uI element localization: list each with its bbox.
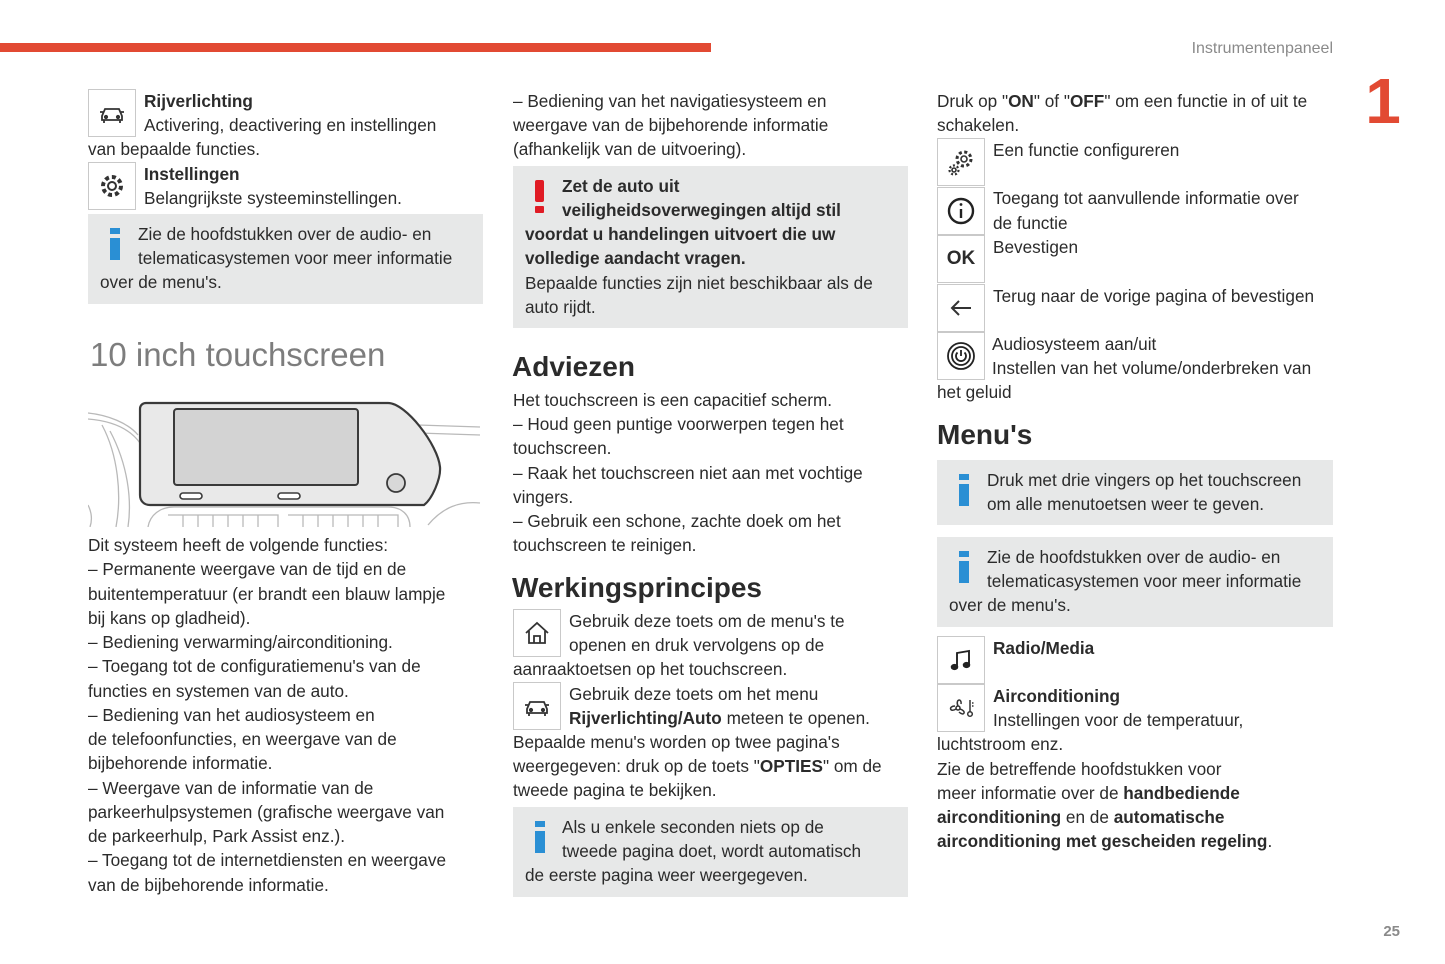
note-text-1: Als u enkele seconden niets op de (562, 817, 824, 837)
body-line: – Toegang tot de configuratiemenu's van de (88, 656, 421, 676)
body-line: – Toegang tot de internetdiensten en weergave (88, 850, 447, 870)
note-text-1: Zie de hoofdstukken over de audio- en (138, 224, 432, 244)
warning-bold-2: veiligheidsoverwegingen altijd stil (562, 200, 841, 220)
page-number: 25 (1383, 923, 1400, 940)
see-gescheiden-regeling: airconditioning met gescheiden regeling (937, 831, 1268, 851)
warning-text-1: Bepaalde functies zijn niet beschikbaar als de (525, 273, 873, 293)
nav-text-2: weergave van de bijbehorende informatie (513, 115, 829, 135)
body-line: buitentemperatuur (er brandt een blauw lampje (88, 584, 446, 604)
on-label: ON (1008, 91, 1034, 111)
see-text-4 (937, 829, 1272, 853)
info-note-audio (88, 214, 483, 304)
onoff-c: " om een functie in of uit te (1104, 91, 1308, 111)
music-note-icon (937, 636, 985, 684)
instellingen-text: Belangrijkste systeeminstellingen. (144, 188, 402, 208)
body-line: Dit systeem heeft de volgende functies: (88, 535, 388, 555)
note-text-3: de eerste pagina weer weergegeven. (525, 865, 808, 885)
info-text-2: de functie (993, 213, 1068, 233)
onoff-a: Druk op " (937, 91, 1009, 111)
body-line: – Permanente weergave van de tijd en de (88, 559, 407, 579)
config-text: Een functie configureren (993, 140, 1180, 160)
touchscreen-illustration (88, 395, 483, 527)
note-text-2: tweede pagina doet, wordt automatisch (562, 841, 862, 861)
see-automatische: automatische (1113, 807, 1225, 827)
see-handbediende: handbediende (1123, 783, 1240, 803)
airco-text-2: luchtstroom enz. (937, 734, 1064, 754)
see-text-2 (937, 781, 1240, 805)
adviezen-line: touchscreen te reinigen. (513, 535, 697, 555)
warning-bold-3: voordat u handelingen uitvoert die uw (525, 224, 836, 244)
instellingen-title: Instellingen (144, 164, 240, 184)
note-text-3: over de menu's. (100, 272, 222, 292)
pages-text-3: tweede pagina te bekijken. (513, 780, 717, 800)
see-text-2a: meer informatie over de (937, 783, 1124, 803)
body-line: – Weergave van de informatie van de (88, 778, 374, 798)
header-accent-bar (0, 43, 711, 52)
adviezen-line: touchscreen. (513, 438, 612, 458)
see-text-4-end: . (1267, 831, 1273, 851)
power-text-1: Audiosysteem aan/uit (992, 334, 1157, 354)
section-title: Instrumentenpaneel (1191, 40, 1333, 57)
note-text-2: telematicasystemen voor meer informatie (987, 571, 1302, 591)
pages-text-2a: weergegeven: druk op de toets " (513, 756, 760, 776)
adviezen-line: vingers. (513, 487, 574, 507)
power-text-2: Instellen van het volume/onderbreken van (992, 358, 1312, 378)
nav-text-1: – Bediening van het navigatiesysteem en (513, 91, 827, 111)
configure-gears-icon (937, 138, 985, 186)
opties-label: OPTIES (759, 756, 823, 776)
info-note-pages (513, 807, 908, 897)
body-line: bijbehorende informatie. (88, 753, 273, 773)
warning-bold-4: volledige aandacht vragen. (525, 248, 746, 268)
fan-thermometer-icon (937, 684, 985, 732)
note-text-1: Druk met drie vingers op het touchscreen (987, 470, 1302, 490)
gear-icon (88, 162, 136, 210)
back-text: Terug naar de vorige pagina of bevestigen (993, 286, 1315, 306)
note-text-2: om alle menutoetsen weer te geven. (987, 494, 1265, 514)
car-icon (513, 682, 561, 730)
note-text-3: over de menu's. (949, 595, 1071, 615)
body-line: de parkeerhulp, Park Assist enz.). (88, 826, 345, 846)
power-icon (937, 332, 985, 380)
airco-title: Airconditioning (993, 686, 1120, 706)
adviezen-line: – Raak het touchscreen niet aan met vochtige (513, 463, 863, 483)
see-airconditioning: airconditioning (937, 807, 1062, 827)
chapter-number: 1 (1365, 65, 1401, 137)
warning-bold-1: Zet de auto uit (562, 176, 680, 196)
adviezen-line: – Gebruik een schone, zachte doek om het (513, 511, 841, 531)
onoff-text-2: schakelen. (937, 115, 1020, 135)
rijverlichting-title: Rijverlichting (144, 91, 253, 111)
adviezen-line: – Houd geen puntige voorwerpen tegen het (513, 414, 844, 434)
body-line: van de bijbehorende informatie. (88, 875, 329, 895)
pages-text-2 (513, 754, 882, 778)
info-circle-icon (937, 187, 985, 235)
body-line: bij kans op gladheid). (88, 608, 251, 628)
body-line: – Bediening van het audiosysteem en (88, 705, 375, 725)
touchscreen-title: 10 inch touchscreen (90, 336, 386, 373)
note-text-1: Zie de hoofdstukken over de audio- en (987, 547, 1281, 567)
back-arrow-icon (937, 284, 985, 332)
car-text-1: Gebruik deze toets om het menu (569, 684, 819, 704)
onoff-b: " of " (1033, 91, 1070, 111)
car-text-2 (569, 706, 870, 730)
see-text-3b: en de (1061, 807, 1114, 827)
onoff-text-1 (937, 89, 1307, 113)
body-line: – Bediening verwarming/airconditioning. (88, 632, 393, 652)
body-line: functies en systemen van de auto. (88, 681, 349, 701)
nav-text-3: (afhankelijk van de uitvoering). (513, 139, 747, 159)
car-lights-icon (88, 89, 136, 137)
warning-text-2: auto rijdt. (525, 297, 596, 317)
body-line: de telefoonfuncties, en weergave van de (88, 729, 397, 749)
note-text-2: telematicasystemen voor meer informatie (138, 248, 453, 268)
adviezen-line: Het touchscreen is een capacitief scherm. (513, 390, 833, 410)
rijverlichting-text-1: Activering, deactivering en instellingen (144, 115, 437, 135)
home-text-2: openen en druk vervolgens op de (569, 635, 825, 655)
pages-text-2b: " om de (822, 756, 882, 776)
ok-text: Bevestigen (993, 237, 1079, 257)
car-menu-name: Rijverlichting/Auto (569, 708, 722, 728)
werkingsprincipes-heading: Werkingsprincipes (512, 572, 763, 603)
pages-text-1: Bepaalde menu's worden op twee pagina's (513, 732, 840, 752)
info-text-1: Toegang tot aanvullende informatie over (993, 188, 1299, 208)
home-icon (513, 609, 561, 657)
warning-note (513, 166, 908, 328)
info-note-three-fingers (937, 460, 1333, 525)
home-text-1: Gebruik deze toets om de menu's te (569, 611, 845, 631)
home-text-3: aanraaktoetsen op het touchscreen. (513, 659, 788, 679)
menus-heading: Menu's (937, 419, 1033, 450)
info-note-audio-2 (937, 537, 1333, 627)
airco-text-1: Instellingen voor de temperatuur, (993, 710, 1244, 730)
radio-media-title: Radio/Media (993, 638, 1095, 658)
see-text-3 (937, 805, 1224, 829)
see-text-1: Zie de betreffende hoofdstukken voor (937, 759, 1222, 779)
ok-icon: OK (937, 235, 985, 283)
power-text-3: het geluid (937, 382, 1012, 402)
off-label: OFF (1069, 91, 1105, 111)
car-text-2-rest: meteen te openen. (721, 708, 870, 728)
body-line: parkeerhulpsystemen (grafische weergave van (88, 802, 445, 822)
adviezen-heading: Adviezen (512, 351, 635, 382)
rijverlichting-text-2: van bepaalde functies. (88, 139, 261, 159)
